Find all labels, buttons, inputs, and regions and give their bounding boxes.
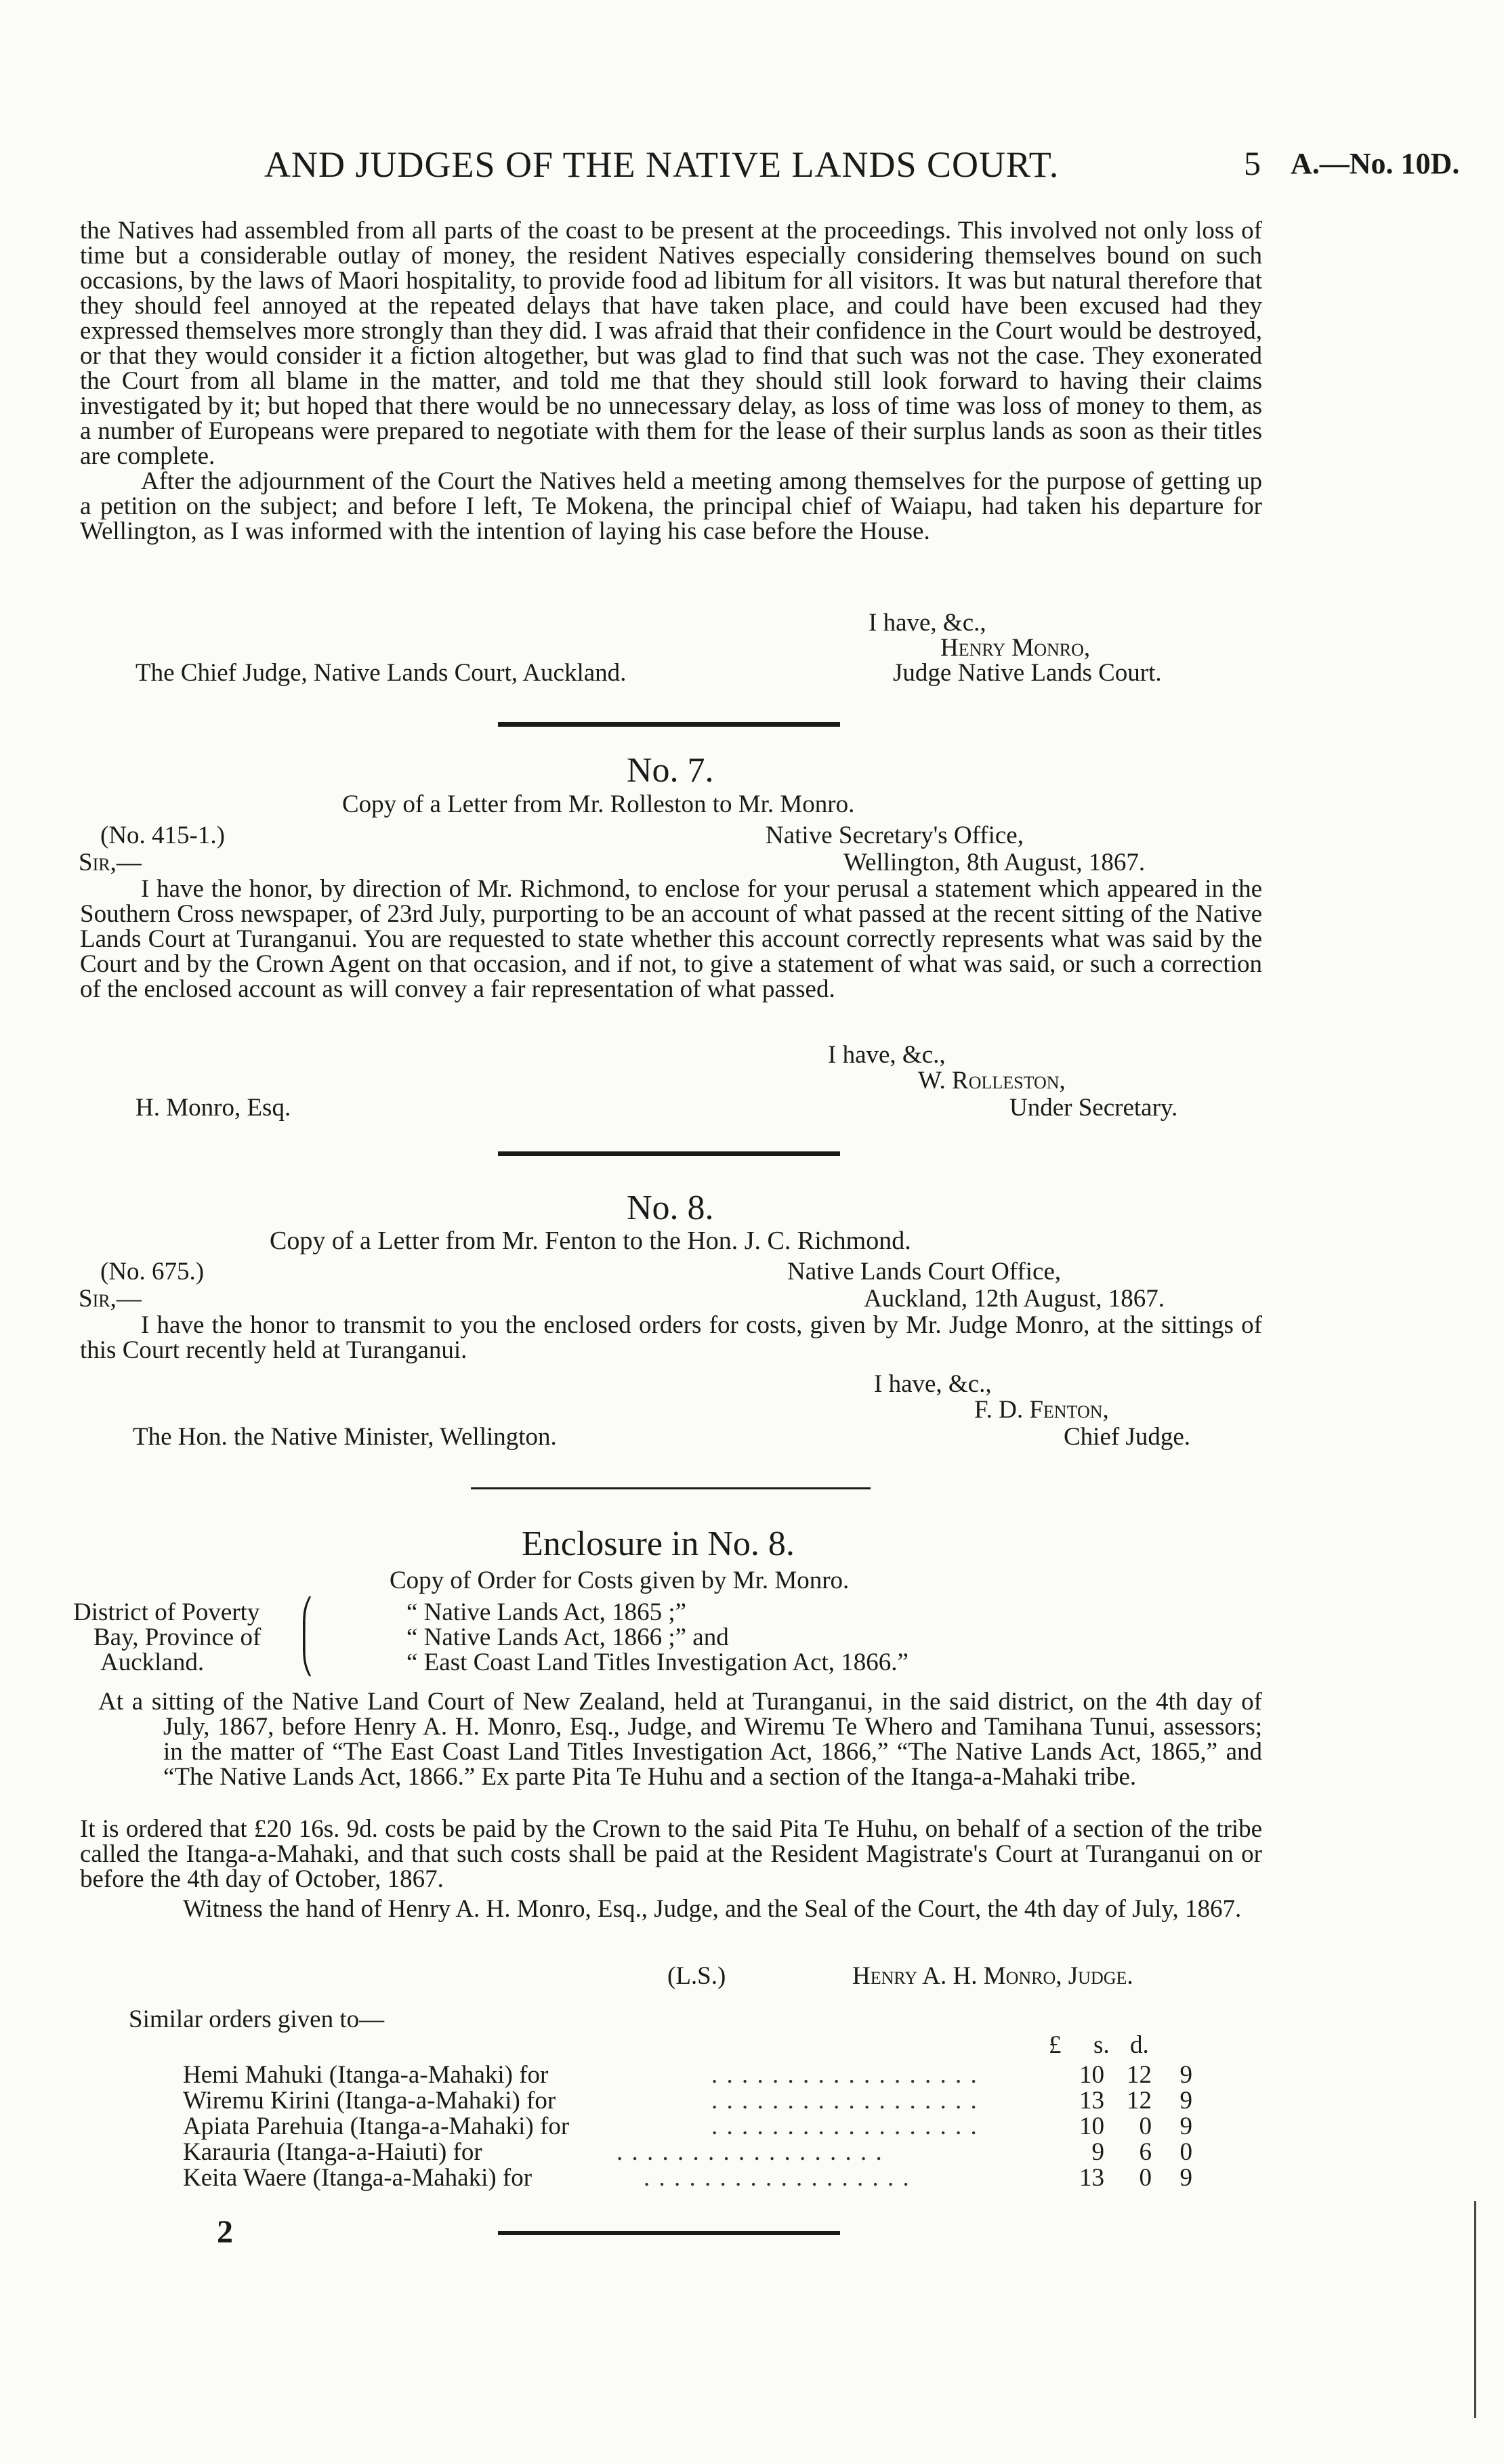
no8-reference: (No. 675.) xyxy=(100,1258,205,1286)
no8-body: I have the honor to transmit to you the enclosed orders for costs, given by Mr. Judge Monro, at the sittings of this Court recently held at Turanganui. xyxy=(80,1311,1262,1364)
order-pence: 9 xyxy=(1179,2164,1192,2192)
acts-list xyxy=(406,1600,908,1675)
act-item: “ Native Lands Act, 1866 ;” and xyxy=(406,1623,729,1651)
district-line: Auckland. xyxy=(100,1649,205,1676)
intro-paragraph-1: the Natives had assembled from all parts of the coast to be present at the proceedings. This involved not only loss of time but a considerable outlay of money, the resident Natives especially considering themselves bound on such occasions, by the laws of Maori hospitality, to provide food ad libitum for all visitors. It was but natural therefore that they should feel annoyed at the repeated delays that have taken place, and could have been excused had they expressed themselves more strongly than they did. I was afraid that their confidence in the Court would be destroyed, or that they would consider it a fiction altogether, but was glad to find that such was not the case. They exonerated the Court from all blame in the matter, and told me that they should still look forward to having their claims investigated by it; but hoped that there would be no unnecessary delay, as loss of time was loss of money to them, as a number of Europeans were prepared to negotiate with them for the lease of their surplus lands as soon as their titles are complete. xyxy=(80,217,1262,470)
no8-signer-title: Chief Judge. xyxy=(1064,1423,1191,1451)
order-pence: 9 xyxy=(1179,2112,1192,2140)
no7-closing: I have, &c., xyxy=(828,1041,946,1069)
enclosure-divider-rule xyxy=(471,1487,871,1489)
no7-addressee: H. Monro, Esq. xyxy=(135,1094,291,1122)
order-shillings: 12 xyxy=(1127,2061,1152,2089)
order-name: Apiata Parehuia (Itanga-a-Mahaki) for xyxy=(183,2112,570,2140)
section-divider-rule xyxy=(498,722,840,727)
leader-dots: . . . . . . . . . . . . . . . . . . xyxy=(711,2061,978,2089)
district-block xyxy=(73,1600,261,1675)
no8-heading: No. 8. xyxy=(627,1189,714,1227)
order-row xyxy=(183,2138,1199,2166)
order-row xyxy=(183,2060,1199,2089)
no7-place-date: Wellington, 8th August, 1867. xyxy=(843,849,1146,876)
order-pounds: 10 xyxy=(1079,2061,1104,2089)
intro-signature: Henry Monro, xyxy=(940,634,1091,662)
order-name: Karauria (Itanga-a-Haiuti) for xyxy=(183,2138,482,2166)
order-shillings: 0 xyxy=(1139,2112,1152,2140)
witness-paragraph xyxy=(183,1896,1262,1921)
order-pounds: 13 xyxy=(1079,2164,1104,2192)
leader-dots: . . . . . . . . . . . . . . . . . . xyxy=(644,2164,911,2192)
intro-closing: I have, &c., xyxy=(869,609,986,637)
brace-mark: ⎛ ⎜ ⎝ xyxy=(301,1598,314,1676)
no7-subheading: Copy of a Letter from Mr. Rolleston to Mr. Monro. xyxy=(342,790,855,818)
section-divider-rule xyxy=(498,1151,840,1156)
similar-orders-label: Similar orders given to— xyxy=(129,2005,385,2033)
intro-signer-title: Judge Native Lands Court. xyxy=(893,659,1162,687)
intro-addressee: The Chief Judge, Native Lands Court, Auckland. xyxy=(135,659,627,687)
leader-dots: . . . . . . . . . . . . . . . . . . xyxy=(711,2112,978,2140)
act-item: “ East Coast Land Titles Investigation Act, 1866.” xyxy=(406,1649,908,1676)
no7-heading: No. 7. xyxy=(627,751,714,790)
leader-dots: . . . . . . . . . . . . . . . . . . xyxy=(711,2087,978,2115)
sitting-text: At a sitting of the Native Land Court of New Zealand, held at Turanganui, in the said district, on the 4th day of July, 1867, before Henry A. H. Monro, Esq., Judge, and Wiremu Te Whero and Tamihana Tunui, assessors; in the matter of “The East Coast Land Titles Investigation Act, 1866,” “The Native Lands Act, 1865,” and “The Native Lands Act, 1866.” Ex parte Pita Te Huhu and a section of the Itanga-a-Mahaki tribe. xyxy=(98,1688,1262,1791)
no7-salutation: Sir,— xyxy=(79,849,142,876)
act-item: “ Native Lands Act, 1865 ;” xyxy=(406,1598,687,1626)
order-shillings: 0 xyxy=(1139,2164,1152,2192)
paper-reference: A.—No. 10D. xyxy=(1291,147,1460,180)
order-shillings: 6 xyxy=(1139,2138,1152,2166)
no8-closing: I have, &c., xyxy=(874,1370,992,1398)
no8-office: Native Lands Court Office, xyxy=(787,1258,1062,1286)
enclosure-subheading: Copy of Order for Costs given by Mr. Monro. xyxy=(390,1567,850,1594)
leader-dots: . . . . . . . . . . . . . . . . . . xyxy=(617,2138,883,2166)
running-header-title: AND JUDGES OF THE NATIVE LANDS COURT. xyxy=(264,144,1060,185)
order-pence: 9 xyxy=(1179,2061,1192,2089)
signature-mark: 2 xyxy=(217,2214,233,2250)
column-shillings: s. xyxy=(1093,2031,1110,2059)
intro-paragraph-2: After the adjournment of the Court the Natives held a meeting among themselves for the purpose of getting up a petition on the subject; and before I left, Te Mokena, the principal chief of Waiapu, had taken his departure for Wellington, as I was informed with the intention of laying his case before the House. xyxy=(80,467,1262,545)
page-number: 5 xyxy=(1244,144,1261,182)
enclosure-signature: Henry A. H. Monro, Judge. xyxy=(852,1962,1133,1990)
no7-signer-title: Under Secretary. xyxy=(1009,1094,1178,1122)
district-line: District of Poverty xyxy=(73,1598,260,1626)
column-pounds: £ xyxy=(1049,2031,1062,2059)
no8-subheading: Copy of a Letter from Mr. Fenton to the Hon. J. C. Richmond. xyxy=(270,1227,911,1255)
seal-mark: (L.S.) xyxy=(667,1962,726,1990)
witness-text: Witness the hand of Henry A. H. Monro, Esq., Judge, and the Seal of the Court, the 4th day of July, 1867. xyxy=(183,1895,1242,1923)
enclosure-heading: Enclosure in No. 8. xyxy=(522,1525,795,1563)
no8-addressee: The Hon. the Native Minister, Wellington. xyxy=(133,1423,557,1451)
order-pounds: 13 xyxy=(1079,2087,1104,2115)
order-pence: 9 xyxy=(1179,2087,1192,2115)
order-row xyxy=(183,2086,1199,2115)
order-name: Hemi Mahuki (Itanga-a-Mahaki) for xyxy=(183,2061,549,2089)
no8-signature: F. D. Fenton, xyxy=(974,1396,1109,1424)
no7-signature: W. Rolleston, xyxy=(918,1067,1066,1095)
order-row xyxy=(183,2112,1199,2138)
order-pence: 0 xyxy=(1179,2138,1192,2166)
no7-reference: (No. 415-1.) xyxy=(100,822,225,849)
end-rule xyxy=(498,2231,840,2235)
no7-body: I have the honor, by direction of Mr. Richmond, to enclose for your perusal a statement which appeared in the Southern Cross newspaper, of 23rd July, purporting to be an account of what passed at the recent sitting of the Native Lands Court at Turanganui. You are requested to state whether this account correctly represents what was said by the Court and by the Crown Agent on that occasion, and if not, to give a statement of what was said, or such a correction of the enclosed account as will convey a fair representation of what passed. xyxy=(80,875,1262,1003)
scan-edge-line xyxy=(1474,2201,1476,2418)
order-pounds: 9 xyxy=(1091,2138,1104,2166)
column-pence: d. xyxy=(1130,2031,1149,2059)
order-shillings: 12 xyxy=(1127,2087,1152,2115)
similar-orders-table xyxy=(183,2060,1199,2192)
order-row xyxy=(183,2163,1199,2192)
order-paragraph: It is ordered that £20 16s. 9d. costs be paid by the Crown to the said Pita Te Huhu, on behalf of a section of the tribe called the Itanga-a-Mahaki, and that such costs shall be paid at the Resident Magistrate's Court at Turanganui on or before the 4th day of October, 1867. xyxy=(80,1815,1262,1893)
order-pounds: 10 xyxy=(1079,2112,1104,2140)
order-name: Keita Waere (Itanga-a-Mahaki) for xyxy=(183,2164,532,2192)
no8-salutation: Sir,— xyxy=(79,1285,142,1313)
intro-letter-body xyxy=(80,218,1262,544)
no8-place-date: Auckland, 12th August, 1867. xyxy=(864,1285,1165,1313)
order-name: Wiremu Kirini (Itanga-a-Mahaki) for xyxy=(183,2087,556,2115)
sitting-paragraph xyxy=(98,1689,1262,1789)
no7-office: Native Secretary's Office, xyxy=(766,822,1024,849)
district-line: Bay, Province of xyxy=(93,1623,262,1651)
